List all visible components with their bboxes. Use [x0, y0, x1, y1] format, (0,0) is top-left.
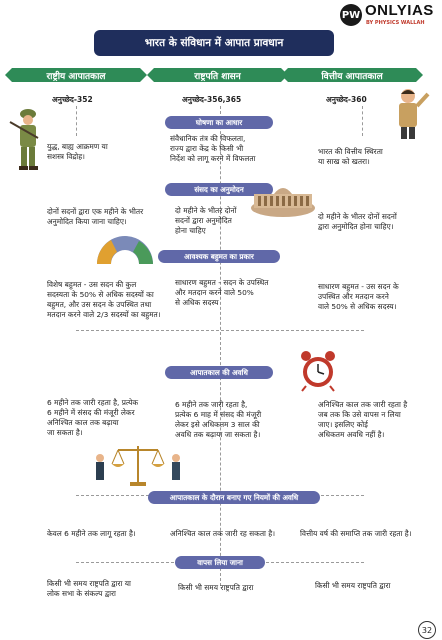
text-president-duration: 6 महीने तक जारी रहता है, प्रत्येक 6 माह में संसद की मंजूरी लेकर इसे अधिकतम 3 साल की अवधि तक बढ़ाया जा सकता है। — [175, 400, 262, 439]
label-parliament-approval: संसद का अनुमोदन — [165, 183, 273, 196]
article-president: अनुच्छेद-356,365 — [182, 95, 242, 104]
soldier-icon — [6, 104, 46, 172]
dictator-icon — [388, 86, 434, 142]
text-financial-approval: दो महीने के भीतर दोनों सदनों द्वारा अनुमोदित होना चाहिए। — [318, 212, 397, 231]
heading-national-emergency: राष्ट्रीय आपातकाल — [12, 68, 140, 82]
heading-financial-emergency: वित्तीय आपातकाल — [288, 68, 416, 82]
heading-presidents-rule: राष्ट्रपति शासन — [154, 68, 281, 82]
article-national: अनुच्छेद-352 — [52, 95, 93, 104]
logo-mark: PW — [340, 4, 362, 26]
text-national-approval: दोनों सदनों द्वारा एक महीने के भीतर अनुमोदित किया जाना चाहिए। — [47, 207, 144, 226]
logo-subtitle: BY PHYSICS WALLAH — [366, 20, 425, 26]
article-financial: अनुच्छेद-360 — [326, 95, 367, 104]
justice-scale-icon — [92, 440, 184, 488]
text-national-rules: केवल 6 महीने तक लागू रहता है। — [47, 529, 136, 538]
right-connector-top — [362, 106, 363, 136]
logo-brand: ONLYIAS — [365, 2, 434, 19]
semicircle-seats-icon — [95, 232, 155, 266]
alarm-clock-icon — [296, 348, 340, 392]
brand-logo — [340, 2, 440, 32]
text-president-rules: अनिश्चित काल तक जारी रह सकता है। — [170, 529, 276, 538]
center-connector-line — [220, 106, 221, 586]
text-financial-majority: साधारण बहुमत - उस सदन के उपस्थित और मतदान करने वाले 50% से अधिक सदस्य। — [318, 282, 399, 311]
text-national-declaration: युद्ध, बाह्य आक्रमण या सशस्त्र विद्रोह। — [47, 142, 108, 161]
text-financial-revocation: किसी भी समय राष्ट्रपति द्वारा — [315, 581, 391, 590]
text-president-approval: दो महीने के भीतर दोनों सदनों द्वारा अनुमोदित होना चाहिए — [175, 206, 237, 235]
page-title: भारत के संविधान में आपात प्रावधान — [94, 30, 334, 56]
text-financial-duration: अनिश्चित काल तक जारी रहता है जब तक कि उसे वापस न लिया जाए। इसलिए कोई अधिकतम अवधि नहीं है। — [318, 400, 408, 439]
text-president-revocation: किसी भी समय राष्ट्रपति द्वारा — [178, 583, 254, 592]
parliament-building-icon — [250, 178, 316, 218]
text-financial-rules: वित्तीय वर्ष की समाप्ति तक जारी रहता है। — [300, 529, 412, 538]
text-president-declaration: संवैधानिक तंत्र की विफलता, राज्य द्वारा केंद्र के किसी भी निर्देश को लागू करने में विफलता — [170, 134, 256, 163]
label-majority-type: आवश्यक बहुमत का प्रकार — [158, 250, 280, 263]
text-national-revocation: किसी भी समय राष्ट्रपति द्वारा या लोक सभा के संकल्प द्वारा — [47, 579, 131, 598]
label-emergency-duration: आपातकाल की अवधि — [165, 366, 273, 379]
label-declaration-basis: घोषणा का आधार — [165, 116, 273, 129]
label-rules-duration: आपातकाल के दौरान बनाए गए नियमों की अवधि — [148, 491, 320, 504]
left-connector-top — [76, 106, 77, 136]
text-national-duration: 6 महीने तक जारी रहता है, प्रत्येक 6 महीने में संसद की मंजूरी लेकर अनिश्चित काल तक बढ़ाया जा सकता है। — [47, 398, 139, 437]
text-president-majority: साधारण बहुमत - सदन के उपस्थित और मतदान करने वाले 50% से अधिक सदस्य — [175, 278, 269, 307]
text-financial-declaration: भारत की वित्तीय स्थिरता या साख को खतरा। — [318, 147, 383, 166]
text-national-majority: विशेष बहुमत - उस सदन की कुल सदस्यता के 50% से अधिक सदस्यों का बहुमत, और उस सदन के उपस्थित तथा मतदान करने वाले 2/3 सदस्यों का बहुमत। — [47, 280, 161, 319]
horizontal-connector-1 — [76, 330, 364, 331]
page-number: 32 — [418, 621, 436, 639]
label-revocation: वापस लिया जाना — [175, 556, 265, 569]
